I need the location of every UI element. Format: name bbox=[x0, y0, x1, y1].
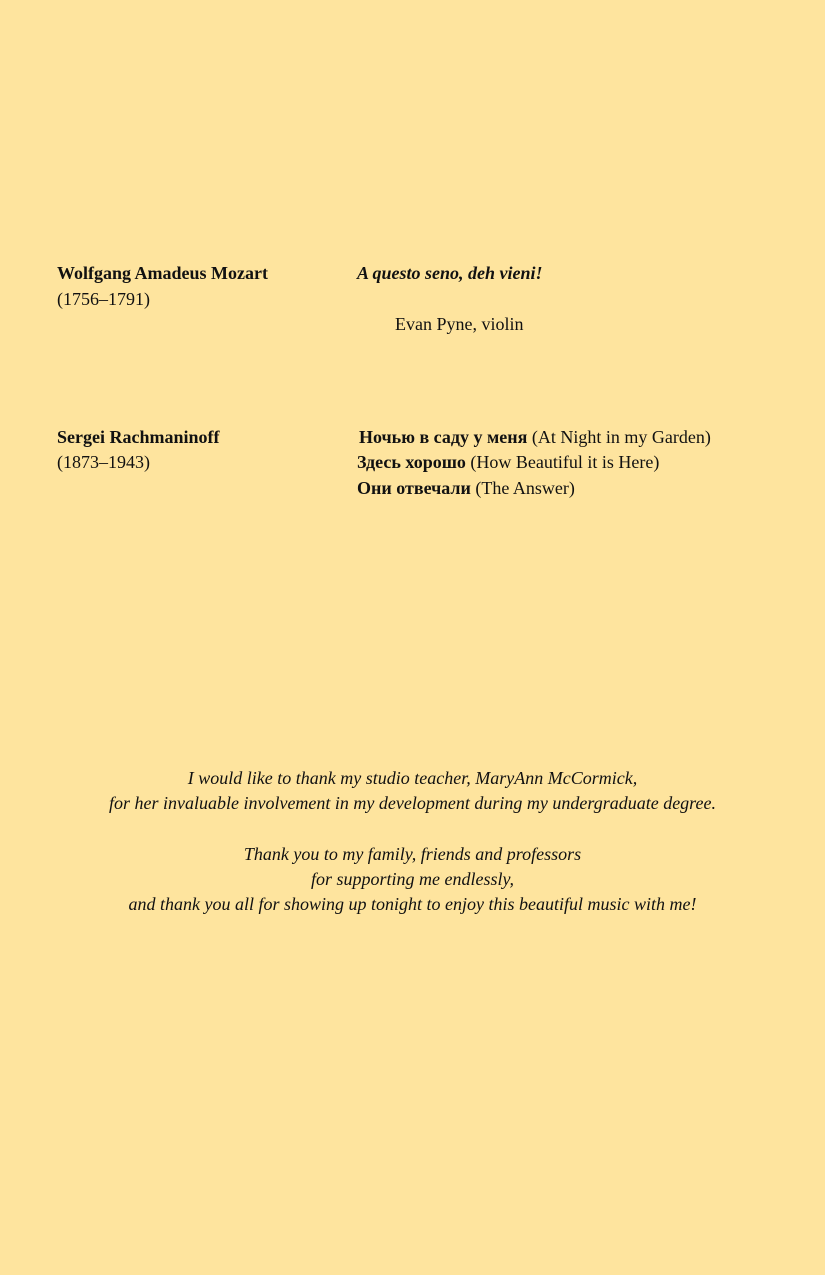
work-title-russian: Они отвечали bbox=[357, 478, 471, 498]
composer-name-rachmaninoff: Sergei Rachmaninoff bbox=[57, 427, 220, 447]
composer-dates-mozart: (1756–1791) bbox=[57, 289, 150, 309]
work-title-russian: Ночью в саду у меня bbox=[359, 427, 528, 447]
acknowledgement-line: I would like to thank my studio teacher, MaryAnn McCormick, bbox=[187, 768, 638, 788]
work-translation: (At Night in my Garden) bbox=[531, 427, 711, 447]
composer-name-mozart: Wolfgang Amadeus Mozart bbox=[57, 263, 268, 283]
work-title-mozart-1: A questo seno, deh vieni! bbox=[357, 263, 543, 283]
work-rachmaninoff-1 bbox=[359, 426, 711, 448]
acknowledgement-line: Thank you to my family, friends and professors bbox=[243, 844, 582, 864]
performer-credit: Evan Pyne, violin bbox=[395, 314, 524, 334]
composer-dates-rachmaninoff: (1873–1943) bbox=[57, 452, 150, 472]
acknowledgement-line: and thank you all for showing up tonight to enjoy this beautiful music with me! bbox=[128, 894, 697, 914]
acknowledgement-line: for her invaluable involvement in my development during my undergraduate degree. bbox=[108, 793, 716, 813]
acknowledgement-line: for supporting me endlessly, bbox=[311, 869, 514, 889]
work-translation: (How Beautiful it is Here) bbox=[470, 452, 660, 472]
work-rachmaninoff-2 bbox=[357, 451, 659, 473]
work-translation: (The Answer) bbox=[475, 478, 575, 498]
work-title-russian: Здесь хорошо bbox=[357, 452, 466, 472]
work-rachmaninoff-3 bbox=[357, 477, 575, 499]
